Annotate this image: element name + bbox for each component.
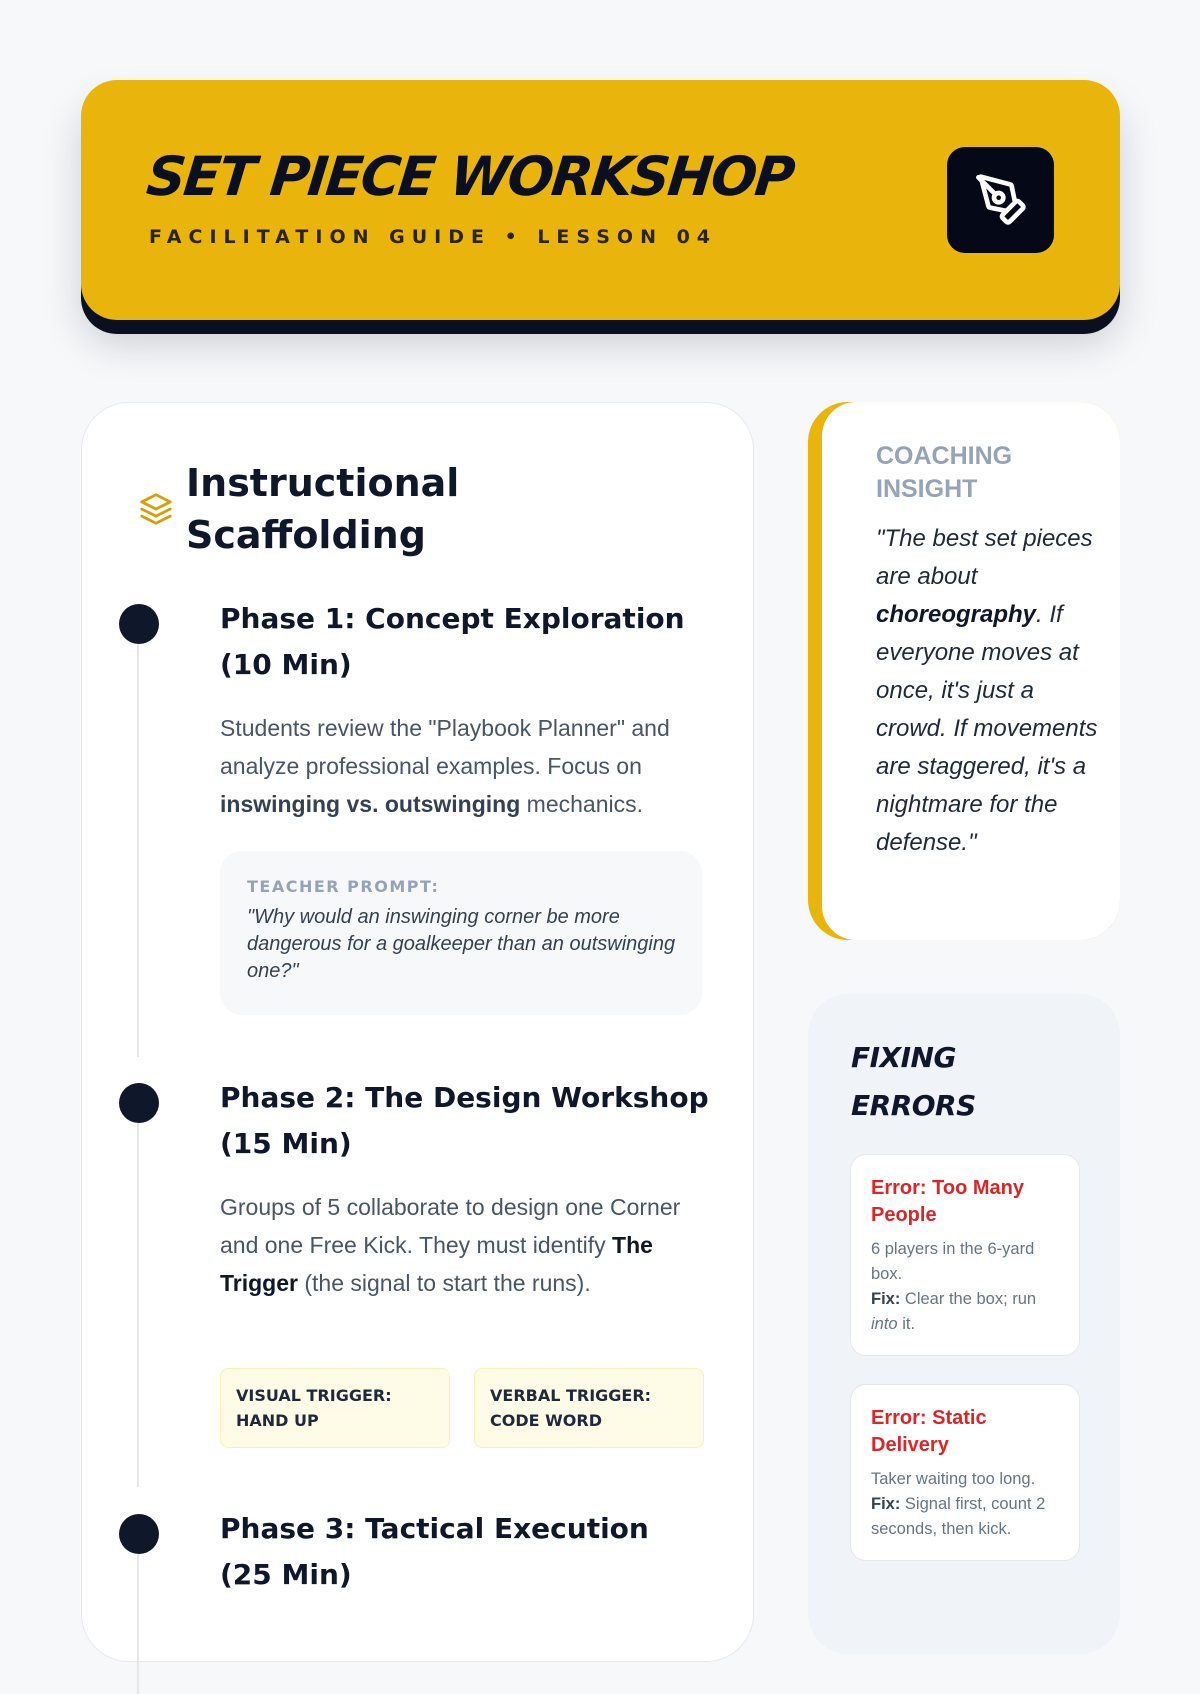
section-header bbox=[136, 457, 506, 561]
timeline-dot bbox=[119, 1514, 159, 1554]
phase-title: Phase 2: The Design Workshop (15 Min) bbox=[220, 1081, 709, 1160]
teacher-prompt bbox=[220, 851, 702, 1015]
timeline-dot bbox=[119, 1083, 159, 1123]
error-description: 6 players in the 6-yard box. bbox=[871, 1240, 1035, 1283]
scaffolding-card bbox=[81, 402, 754, 1662]
fixing-errors-card bbox=[808, 994, 1120, 1654]
page-title: SET PIECE WORKSHOP bbox=[143, 145, 797, 208]
error-description: Taker waiting too long. bbox=[871, 1470, 1036, 1488]
errors-title: FIXING ERRORS bbox=[851, 1041, 976, 1122]
insight-inner bbox=[822, 402, 1120, 940]
timeline-line bbox=[137, 1123, 139, 1487]
timeline-line bbox=[137, 1554, 139, 1694]
error-fix: Fix: Signal first, count 2 seconds, then kick. bbox=[871, 1495, 1046, 1538]
coaching-insight-card bbox=[808, 402, 1120, 940]
page-subtitle: FACILITATION GUIDE • LESSON 04 bbox=[149, 226, 718, 248]
header-banner bbox=[81, 80, 1120, 320]
verbal-trigger-chip: VERBAL TRIGGER: CODE WORD bbox=[474, 1368, 704, 1448]
prompt-label: TEACHER PROMPT: bbox=[247, 877, 440, 896]
prompt-text: "Why would an inswinging corner be more dangerous for a goalkeeper than an outswinging one?" bbox=[247, 906, 676, 982]
visual-trigger-chip: VISUAL TRIGGER: HAND UP bbox=[220, 1368, 450, 1448]
layers-icon bbox=[136, 489, 176, 529]
phase-description: Students review the "Playbook Planner" and analyze professional examples. Focus on inswinging vs. outswinging mechanics. bbox=[220, 715, 670, 817]
error-item bbox=[850, 1154, 1080, 1356]
error-title: Error: Too Many People bbox=[871, 1177, 1024, 1226]
error-fix: Fix: Clear the box; run into it. bbox=[871, 1290, 1037, 1333]
phase-title: Phase 3: Tactical Execution (25 Min) bbox=[220, 1512, 649, 1591]
error-title: Error: Static Delivery bbox=[871, 1407, 987, 1456]
timeline-line bbox=[137, 644, 139, 1057]
phase-title: Phase 1: Concept Exploration (10 Min) bbox=[220, 602, 685, 681]
insight-quote: "The best set pieces are about choreography. If everyone moves at once, it's just a crowd. If movements are staggered, it's a nightmare for the defense." bbox=[876, 525, 1098, 856]
error-item bbox=[850, 1384, 1080, 1561]
insight-label: COACHING INSIGHT bbox=[876, 442, 1013, 503]
timeline-dot bbox=[119, 604, 159, 644]
pen-tool-icon bbox=[947, 147, 1054, 253]
phase-description: Groups of 5 collaborate to design one Corner and one Free Kick. They must identify The Trigger (the signal to start the runs). bbox=[220, 1194, 681, 1296]
section-title: Instructional Scaffolding bbox=[186, 461, 460, 557]
